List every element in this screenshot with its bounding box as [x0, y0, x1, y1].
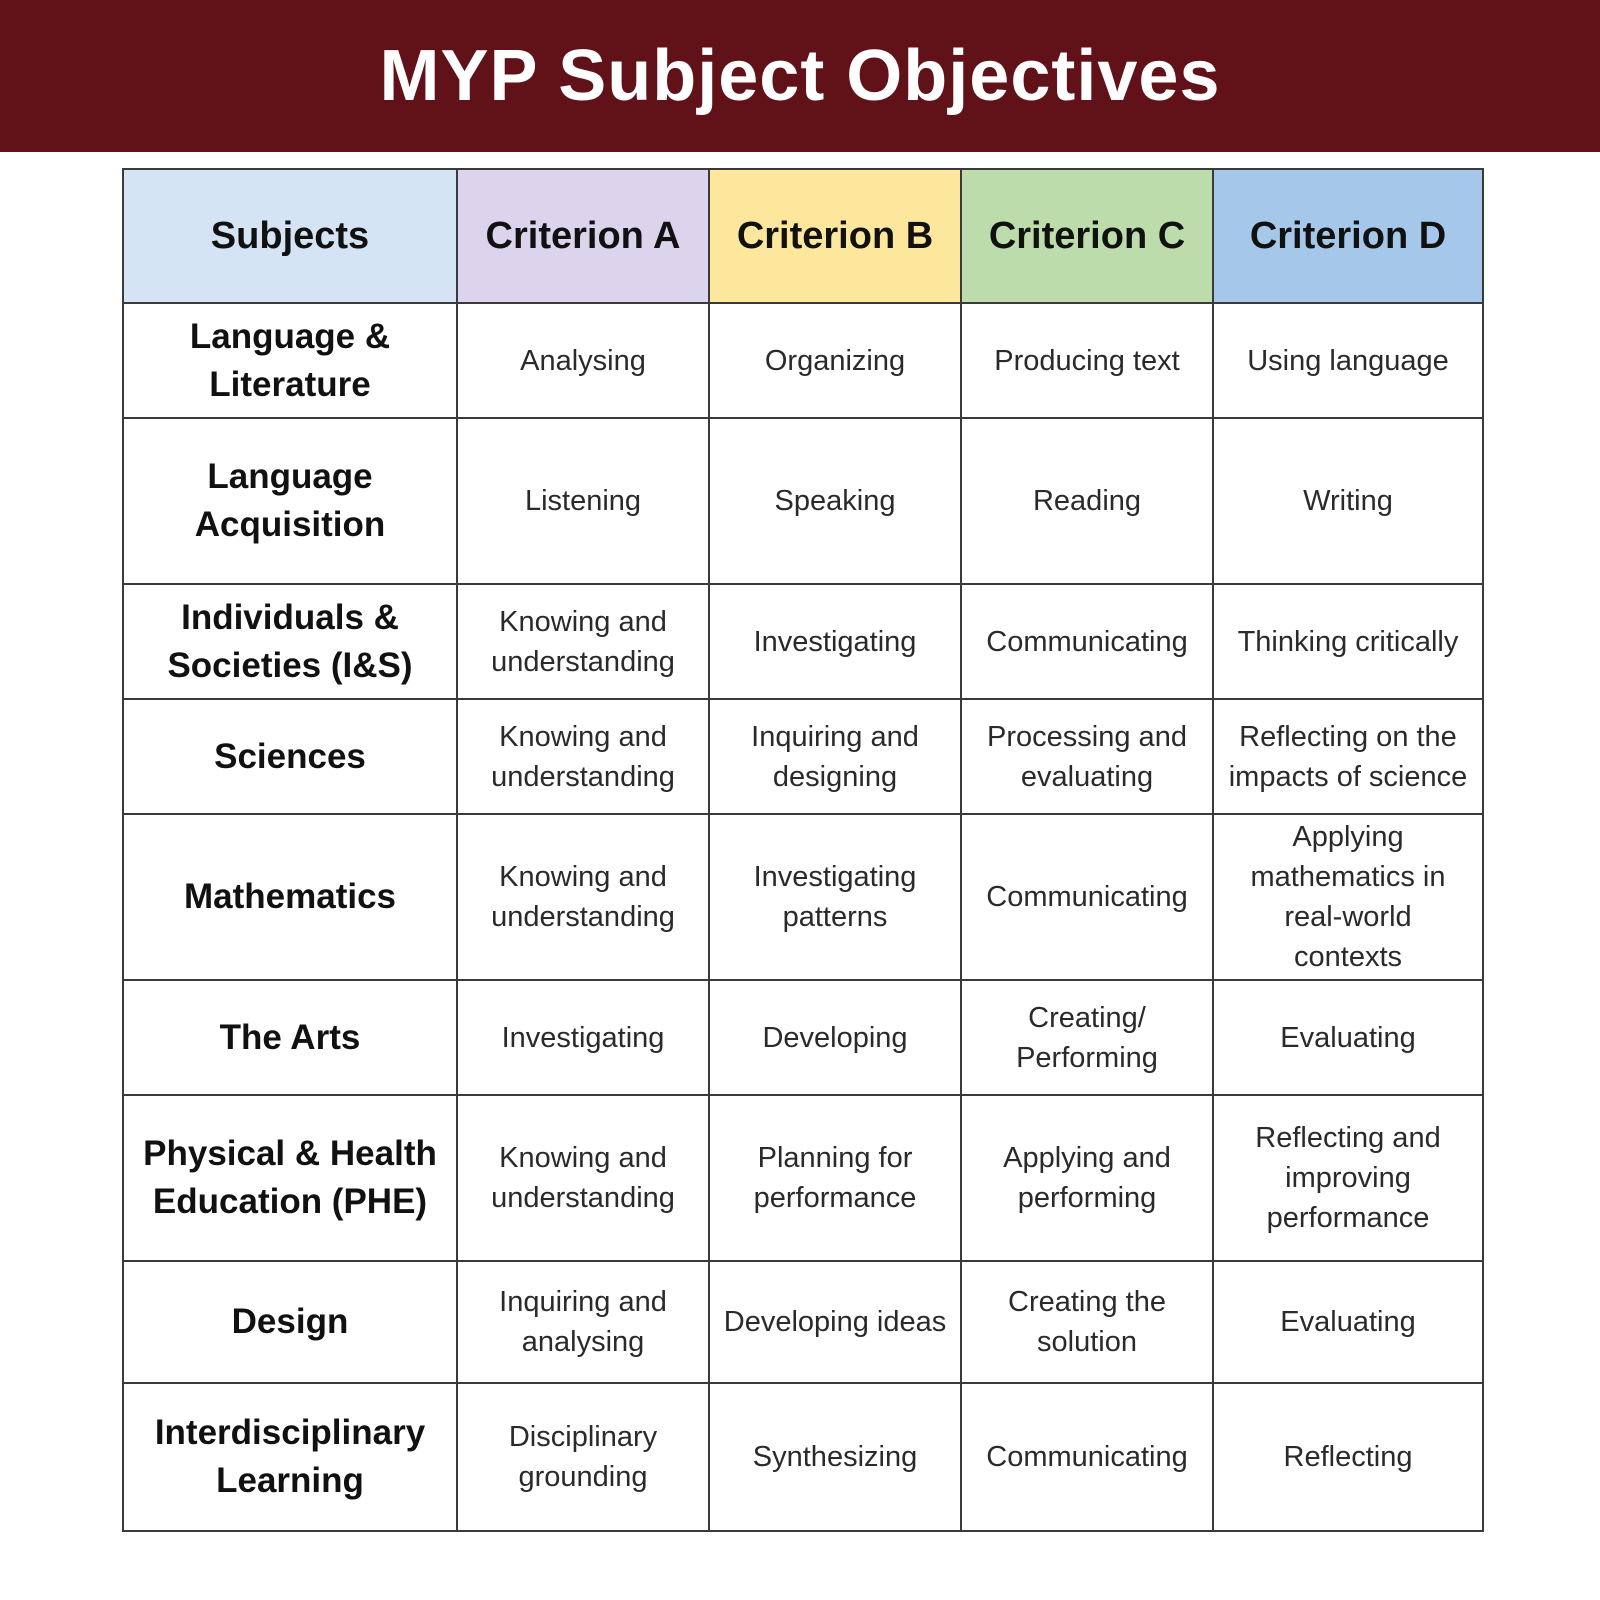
- cell-text-line: Evaluating: [1280, 1306, 1416, 1338]
- cell-text-line: solution: [1037, 1326, 1137, 1358]
- criterion-c-cell: [961, 699, 1213, 814]
- cell-text-line: Reflecting and: [1255, 1122, 1441, 1154]
- cell-text-line: Learning: [216, 1461, 364, 1500]
- subject-cell: [123, 1383, 457, 1531]
- criterion-c-cell: [961, 1095, 1213, 1261]
- criterion-a-cell: [457, 699, 709, 814]
- criterion-b-cell: [709, 303, 961, 418]
- cell-text-line: evaluating: [1020, 760, 1154, 793]
- cell-text-line: Synthesizing: [752, 1441, 918, 1473]
- cell-text-line: improving: [1285, 1162, 1411, 1194]
- criterion-b-cell: [709, 1261, 961, 1383]
- cell-text-line: Using language: [1247, 344, 1449, 377]
- criterion-a-cell: [457, 980, 709, 1095]
- cell-text-line: real-world: [1284, 901, 1412, 933]
- objectives-table: [122, 168, 1484, 1532]
- cell-text-line: Communicating: [986, 625, 1188, 658]
- cell-text-line: patterns: [782, 901, 888, 933]
- cell-text-line: Planning for: [757, 1142, 913, 1174]
- header-criterion-a: Criterion A: [457, 169, 709, 303]
- cell-text-line: Investigating: [753, 861, 917, 893]
- header-criterion-d: Criterion D: [1213, 169, 1483, 303]
- cell-text-line: Acquisition: [194, 505, 386, 544]
- criterion-b-cell: [709, 1383, 961, 1531]
- table-row: [123, 814, 1483, 980]
- criterion-b-cell: [709, 1095, 961, 1261]
- criterion-d-cell: [1213, 418, 1483, 584]
- criterion-d-cell: [1213, 303, 1483, 418]
- cell-text-line: Evaluating: [1280, 1021, 1416, 1054]
- subject-cell: [123, 1095, 457, 1261]
- criterion-d-cell: [1213, 1095, 1483, 1261]
- cell-text-line: Communicating: [986, 1441, 1188, 1473]
- cell-text-line: Mathematics: [183, 877, 397, 916]
- cell-text-line: Applying and: [1003, 1142, 1171, 1174]
- table-row: [123, 980, 1483, 1095]
- cell-text-line: Developing: [762, 1021, 908, 1054]
- criterion-d-cell: [1213, 699, 1483, 814]
- cell-text-line: Applying: [1292, 821, 1404, 853]
- table-body: [123, 303, 1483, 1531]
- cell-text-line: Societies (I&S): [167, 645, 413, 685]
- criterion-c-cell: [961, 418, 1213, 584]
- header-subjects: Subjects: [123, 169, 457, 303]
- criterion-a-cell: [457, 814, 709, 980]
- cell-text-line: analysing: [521, 1326, 645, 1358]
- table-row: [123, 584, 1483, 699]
- cell-text-line: Producing text: [994, 344, 1180, 377]
- cell-text-line: performing: [1017, 1182, 1157, 1214]
- criterion-a-cell: [457, 1383, 709, 1531]
- cell-text-line: Knowing and: [499, 1142, 667, 1174]
- cell-text-line: understanding: [491, 901, 675, 933]
- cell-text-line: designing: [772, 760, 898, 793]
- table-row: [123, 303, 1483, 418]
- criterion-b-cell: [709, 584, 961, 699]
- cell-text-line: mathematics in: [1250, 861, 1446, 893]
- header-criterion-c: Criterion C: [961, 169, 1213, 303]
- header-criterion-b: Criterion B: [709, 169, 961, 303]
- table-row: [123, 699, 1483, 814]
- cell-text-line: Knowing and: [499, 605, 667, 638]
- criterion-c-cell: [961, 980, 1213, 1095]
- table-row: [123, 1383, 1483, 1531]
- criterion-b-cell: [709, 699, 961, 814]
- criterion-d-cell: [1213, 1383, 1483, 1531]
- criterion-a-cell: [457, 303, 709, 418]
- criterion-c-cell: [961, 584, 1213, 699]
- cell-text-line: Language &: [189, 316, 391, 356]
- cell-text-line: Developing ideas: [723, 1306, 947, 1338]
- cell-text-line: Design: [231, 1302, 349, 1341]
- criterion-a-cell: [457, 1261, 709, 1383]
- cell-text-line: Creating the: [1008, 1286, 1166, 1318]
- cell-text-line: understanding: [491, 645, 675, 678]
- cell-text-line: Investigating: [501, 1021, 665, 1054]
- criterion-c-cell: [961, 814, 1213, 980]
- criterion-c-cell: [961, 1383, 1213, 1531]
- subject-cell: [123, 980, 457, 1095]
- cell-text-line: Speaking: [774, 485, 896, 517]
- subject-cell: [123, 814, 457, 980]
- criterion-c-cell: [961, 303, 1213, 418]
- cell-text-line: Organizing: [764, 344, 906, 377]
- cell-text-line: performance: [1266, 1202, 1430, 1234]
- subject-cell: [123, 418, 457, 584]
- cell-text-line: Individuals &: [181, 597, 399, 637]
- header-row: [123, 169, 1483, 303]
- cell-text-line: Reading: [1032, 485, 1142, 517]
- cell-text-line: Knowing and: [499, 720, 667, 753]
- cell-text-line: Inquiring and: [751, 720, 919, 753]
- criterion-a-cell: [457, 584, 709, 699]
- criterion-b-cell: [709, 418, 961, 584]
- cell-text-line: Writing: [1303, 485, 1393, 517]
- cell-text-line: Education (PHE): [152, 1182, 428, 1221]
- cell-text-line: Listening: [524, 485, 642, 517]
- cell-text-line: impacts of science: [1228, 760, 1468, 793]
- criterion-c-cell: [961, 1261, 1213, 1383]
- cell-text-line: Investigating: [753, 625, 917, 658]
- cell-text-line: Processing and: [987, 720, 1187, 753]
- cell-text-line: Communicating: [986, 881, 1188, 913]
- cell-text-line: Performing: [1016, 1041, 1158, 1074]
- subject-cell: [123, 1261, 457, 1383]
- cell-text-line: Analysing: [520, 344, 646, 377]
- criterion-b-cell: [709, 980, 961, 1095]
- cell-text-line: contexts: [1294, 941, 1402, 973]
- cell-text-line: Reflecting: [1283, 1441, 1413, 1473]
- cell-text-line: The Arts: [219, 1017, 361, 1057]
- cell-text-line: understanding: [491, 760, 675, 793]
- cell-text-line: Interdisciplinary: [154, 1413, 426, 1452]
- cell-text-line: Disciplinary: [508, 1421, 658, 1453]
- criterion-b-cell: [709, 814, 961, 980]
- cell-text-line: understanding: [491, 1182, 675, 1214]
- criterion-a-cell: [457, 1095, 709, 1261]
- criterion-d-cell: [1213, 584, 1483, 699]
- page-title: MYP Subject Objectives: [379, 36, 1221, 116]
- criterion-d-cell: [1213, 814, 1483, 980]
- criterion-d-cell: [1213, 1261, 1483, 1383]
- cell-text-line: Literature: [209, 364, 371, 404]
- cell-text-line: Thinking critically: [1237, 625, 1459, 658]
- subject-cell: [123, 584, 457, 699]
- cell-text-line: Creating/: [1028, 1001, 1146, 1034]
- cell-text-line: Sciences: [214, 736, 366, 776]
- subject-cell: [123, 303, 457, 418]
- cell-text-line: Language: [207, 457, 373, 496]
- criterion-a-cell: [457, 418, 709, 584]
- cell-text-line: Reflecting on the: [1239, 720, 1457, 753]
- cell-text-line: Physical & Health: [143, 1134, 437, 1173]
- criterion-d-cell: [1213, 980, 1483, 1095]
- subject-cell: [123, 699, 457, 814]
- cell-text-line: performance: [753, 1182, 917, 1214]
- table-row: [123, 1261, 1483, 1383]
- cell-text-line: grounding: [518, 1461, 648, 1493]
- cell-text-line: Knowing and: [499, 861, 667, 893]
- table-row: [123, 418, 1483, 584]
- title-banner: [0, 0, 1600, 152]
- cell-text-line: Inquiring and: [499, 1286, 667, 1318]
- table-row: [123, 1095, 1483, 1261]
